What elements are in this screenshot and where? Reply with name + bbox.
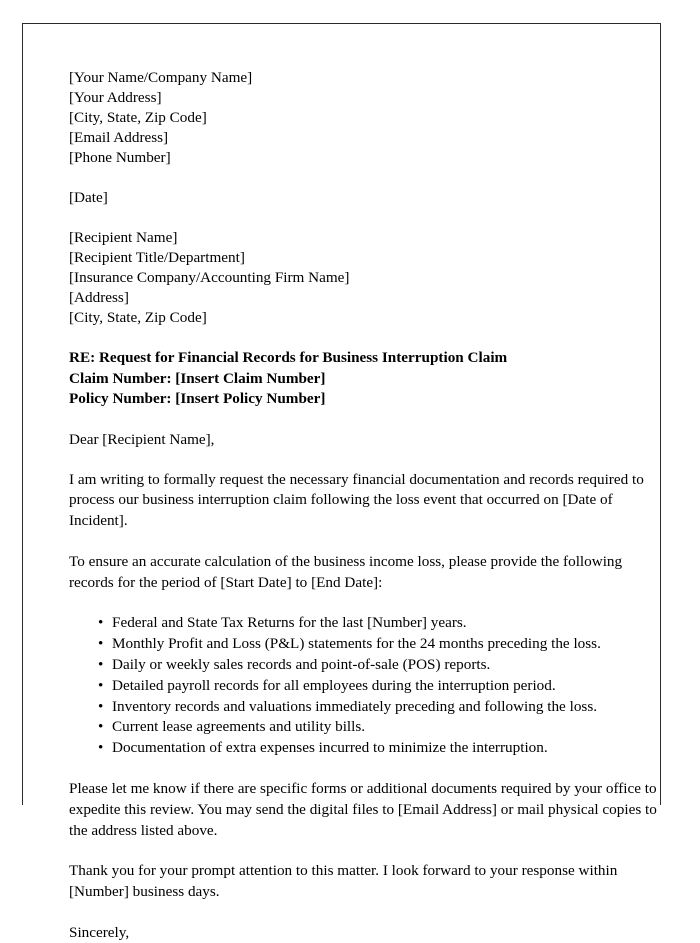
list-item: • Monthly Profit and Loss (P&L) statements for the 24 months preceding the loss. <box>69 634 661 655</box>
salutation: Dear [Recipient Name], <box>69 430 215 448</box>
recipient-line: [Address] <box>69 289 129 306</box>
recipient-line: [Insurance Company/Accounting Firm Name] <box>69 269 350 286</box>
records-list <box>69 613 661 759</box>
subject-claim-number-line: Claim Number: [Insert Claim Number] <box>69 369 326 387</box>
recipient-line: [Recipient Title/Department] <box>69 249 245 266</box>
paragraph-thank-you: Thank you for your prompt attention to this matter. I look forward to your response within [Number] business days. <box>69 862 618 901</box>
spacer <box>69 532 661 552</box>
subject-re-line: RE: Request for Financial Records for Business Interruption Claim <box>69 349 508 366</box>
list-item: • Inventory records and valuations immediately preceding and following the loss. <box>69 697 661 718</box>
date-block <box>69 188 661 208</box>
recipient-line: [City, State, Zip Code] <box>69 309 207 326</box>
spacer <box>69 208 661 228</box>
paragraph-additional-forms: Please let me know if there are specific forms or additional documents required by your office to expedite this review. You may send the digital files to [Email Address] or mail physical copies to the address listed above. <box>69 780 657 839</box>
sender-line: [City, State, Zip Code] <box>69 109 207 126</box>
sender-line: [Email Address] <box>69 129 169 146</box>
sender-line: [Phone Number] <box>69 149 171 166</box>
spacer <box>69 903 661 923</box>
spacer <box>69 759 661 779</box>
list-item: • Federal and State Tax Returns for the last [Number] years. <box>69 613 661 634</box>
list-item: • Daily or weekly sales records and point-of-sale (POS) reports. <box>69 655 661 676</box>
closing-salutation: Sincerely, <box>69 924 130 942</box>
letter-body <box>69 68 661 943</box>
sender-address-block <box>69 68 661 168</box>
date-line: [Date] <box>69 189 108 206</box>
spacer <box>69 450 661 470</box>
sender-line: [Your Name/Company Name] <box>69 69 253 86</box>
spacer <box>69 410 661 430</box>
paragraph-records-intro: To ensure an accurate calculation of the business income loss, please provide the following records for the period of [Start Date] to [End Date]: <box>69 552 623 591</box>
spacer <box>69 841 661 861</box>
spacer <box>69 168 661 188</box>
spacer <box>69 593 661 613</box>
spacer <box>69 328 661 348</box>
list-item: • Documentation of extra expenses incurred to minimize the interruption. <box>69 738 661 759</box>
recipient-line: [Recipient Name] <box>69 229 178 246</box>
paragraph-request-intro: I am writing to formally request the necessary financial documentation and records required to process our business interruption claim following the loss event that occurred on [Date of Incident]. <box>69 470 644 530</box>
list-item: • Detailed payroll records for all employees during the interruption period. <box>69 676 661 697</box>
sender-line: [Your Address] <box>69 89 162 106</box>
subject-policy-number-line: Policy Number: [Insert Policy Number] <box>69 390 326 407</box>
list-item: • Current lease agreements and utility bills. <box>69 717 661 738</box>
recipient-address-block <box>69 228 661 328</box>
document-page-frame <box>22 23 661 942</box>
subject-block <box>69 348 661 410</box>
